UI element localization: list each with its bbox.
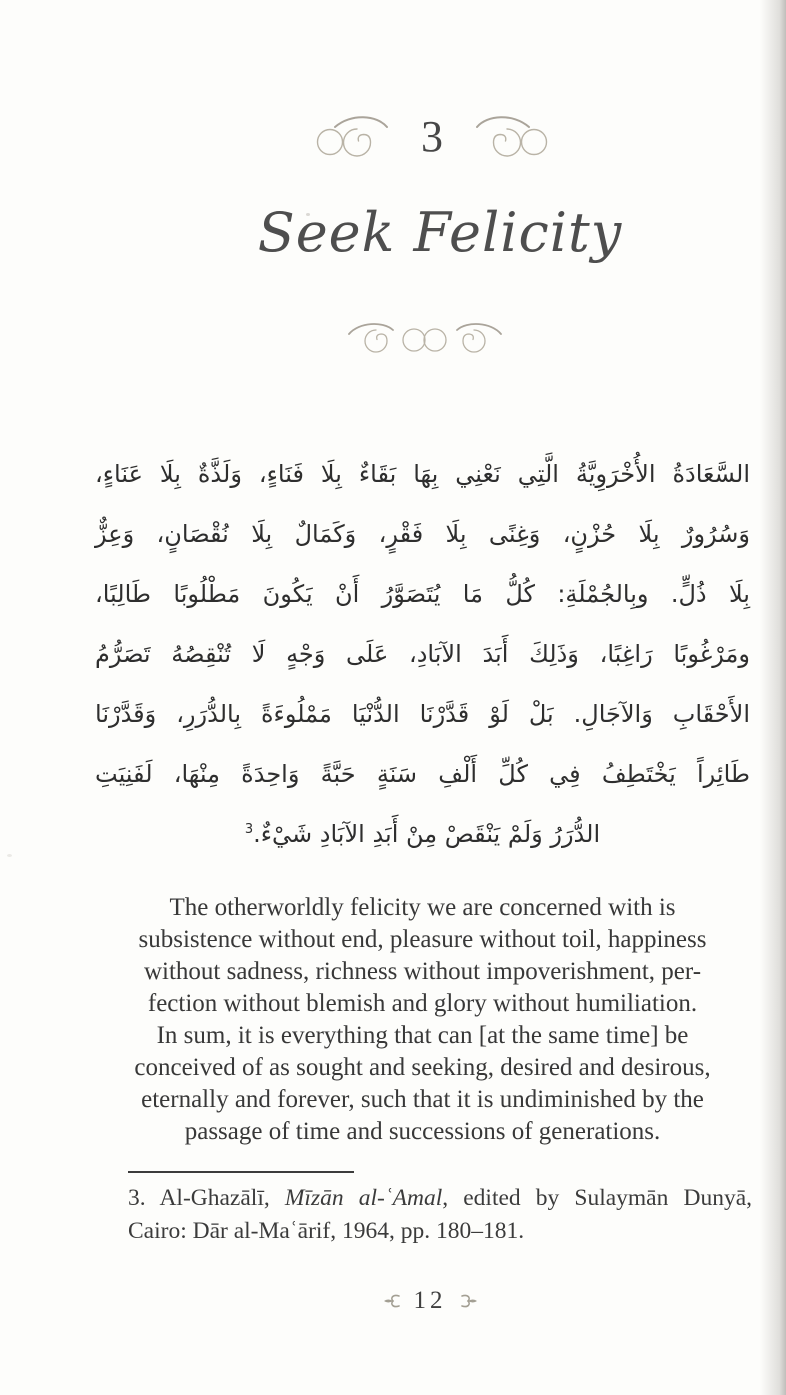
page-footer <box>100 1288 760 1313</box>
arabic-line: بِلَا ذُلٍّ. وبِالجُمْلَةِ: كُلُّ مَا يُتَصَوَّرُ أَنْ يَكُونَ مَطْلُوبًا طَالِبًا، <box>95 580 750 608</box>
footnote-author: Al-Ghazālī, <box>159 1185 270 1211</box>
footnote <box>128 1182 752 1248</box>
footnote-rule <box>128 1171 354 1173</box>
title-divider <box>95 318 755 358</box>
chapter-heading <box>102 106 762 168</box>
arabic-line: وَسُرُورٌ بِلَا حُزْنٍ، وَغِنًى بِلَا فَقْرٍ، وَكَمَالٌ بِلَا نُقْصَانٍ، وَعِزٌّ <box>95 520 750 548</box>
footnote-line <box>128 1182 752 1215</box>
footnote-work-title: Mīzān al-ʿAmal <box>284 1185 443 1211</box>
english-translation <box>95 892 750 1148</box>
translation-line: In sum, it is everything that can [at the same time] be <box>156 1022 689 1049</box>
page-number: 12 <box>413 1287 447 1314</box>
translation-line: fection without blemish and glory without humiliation. <box>147 990 698 1017</box>
footnote-line: Cairo: Dār al-Maʿārif, 1964, pp. 180–181. <box>128 1218 525 1244</box>
translation-line: passage of time and successions of generations. <box>184 1118 661 1145</box>
arabic-line-last <box>95 804 750 864</box>
translation-line: eternally and forever, such that it is undiminished by the <box>141 1086 704 1113</box>
footnote-marker: 3 <box>244 822 254 837</box>
flourish-right-icon <box>465 112 553 162</box>
chapter-title: Seek Felicity <box>257 201 623 264</box>
chapter-number: 3 <box>421 112 443 161</box>
translation-line: The otherworldly felicity we are concerned with is <box>169 894 676 921</box>
translation-line: subsistence without end, pleasure without toil, happiness <box>138 926 707 953</box>
scan-speck <box>7 854 12 857</box>
flourish-left-icon <box>311 112 399 162</box>
fleuron-right-icon <box>459 1293 479 1309</box>
arabic-line: ومَرْغُوبًا رَاغِبًا، وَذَلِكَ أَبَدَ الآبَادِ، عَلَى وَجْهٍ لَا تُنْقِصُهُ تَصَرُّمُ <box>95 640 750 668</box>
footnote-number: 3. <box>128 1185 146 1211</box>
arabic-line: السَّعَادَةُ الأُخْرَوِيَّةُ الَّتِي نَعْنِي بِهَا بَقَاءٌ بِلَا فَنَاءٍ، وَلَذَّةٌ بِلَا عَنَاءٍ، <box>95 460 750 488</box>
fleuron-left-icon <box>382 1293 402 1309</box>
translation-line: without sadness, richness without impoverishment, per- <box>143 958 702 985</box>
arabic-line-text: الدُّرَرُ وَلَمْ يَنْقَصْ مِنْ أَبَدِ الآبَادِ شَيْءٌ. <box>253 820 601 848</box>
translation-line: conceived of as sought and seeking, desired and desirous, <box>134 1054 711 1081</box>
arabic-line: طَائِراً يَخْتَطِفُ فِي كُلِّ أَلْفِ سَنَةٍ حَبَّةً وَاحِدَةً مِنْهَا، لَفَنِيَتِ <box>95 760 750 788</box>
footnote-rest: , edited by Sulaymān Dunyā, <box>442 1185 752 1211</box>
divider-flourish-icon <box>343 318 507 358</box>
arabic-line: الأَحْقَابِ وَالآجَالِ. بَلْ لَوْ قَدَّرْنَا الدُّنْيَا مَمْلُوءَةً بِالدُّرَرِ، وَقَدَّرْنَا <box>95 700 750 728</box>
arabic-passage <box>95 444 750 864</box>
